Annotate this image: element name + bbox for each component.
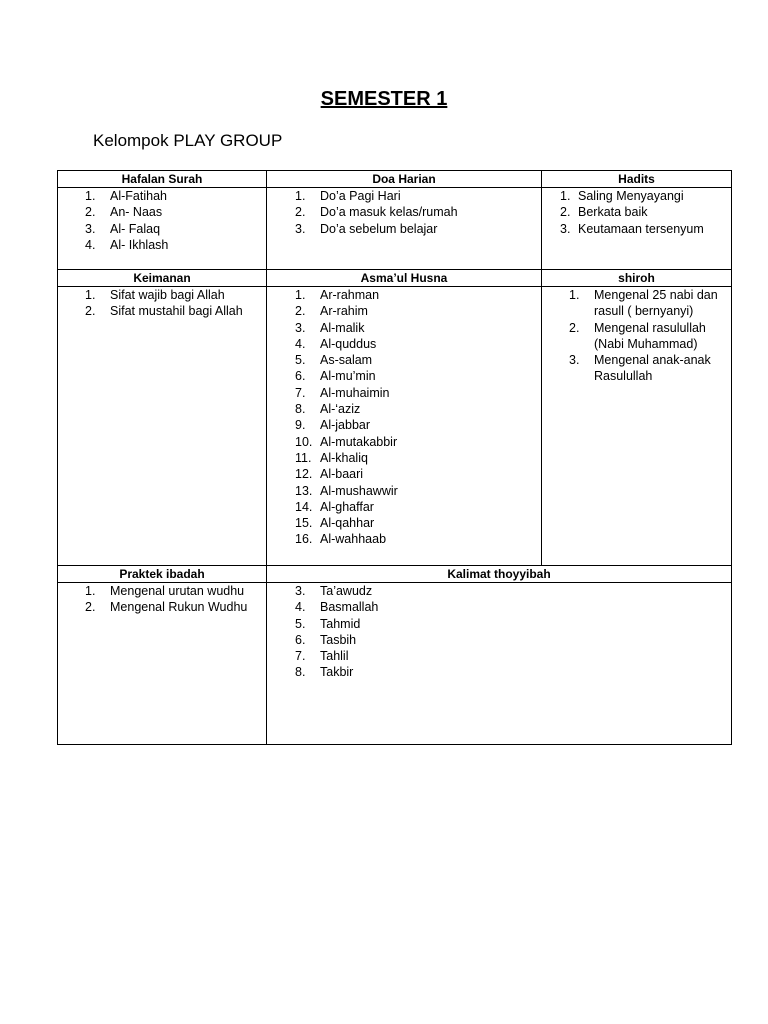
item-text: Mengenal anak-anak Rasulullah [594,353,711,384]
list-item [295,401,541,417]
item-number: 3. [85,221,96,236]
cell-header: Hafalan Surah [58,171,266,188]
item-text: Mengenal 25 nabi dan rasull ( bernyanyi) [594,288,718,319]
list-item [295,531,541,547]
cell-hafalan-surah [57,170,267,270]
list-item [295,583,731,599]
item-text: Al-ghaffar [320,499,374,514]
cell-hadits [541,170,732,270]
item-number: 2. [85,205,96,220]
list-item [569,320,719,353]
list-item [85,287,266,303]
cell-header: Kalimat thoyyibah [267,566,731,583]
item-text: Mengenal urutan wudhu [110,584,245,598]
item-number: 2. [569,320,580,335]
item-text: Al-qahhar [320,516,375,531]
list-item [295,385,541,401]
item-number: 7. [295,385,306,400]
item-text: Al-khaliq [320,450,368,465]
item-list [295,583,731,681]
item-list [295,188,541,237]
curriculum-table [57,170,732,745]
cell-asmaul-husna [266,269,542,566]
cell-doa-harian [266,170,542,270]
list-item [295,188,541,204]
item-number: 16. [295,532,313,547]
list-item [295,368,541,384]
list-item [295,320,541,336]
list-item [295,466,541,482]
item-list [295,287,541,548]
item-number: 6. [295,369,306,384]
item-number: 3. [569,353,580,368]
item-number: 1. [560,189,571,203]
item-list [85,583,266,616]
item-list [569,287,719,385]
cell-header: Praktek ibadah [58,566,266,583]
item-text: Ta’awudz [320,584,373,598]
item-text: Saling Menyayangi [578,189,684,203]
item-number: 8. [295,402,306,417]
item-number: 10. [295,434,313,449]
list-item [295,336,541,352]
item-number: 1. [85,584,96,598]
item-list [85,287,266,320]
cell-kalimat-thoyyibah [266,565,732,745]
item-text: Do’a sebelum belajar [320,221,438,236]
item-number: 14. [295,499,313,514]
item-text: Sifat wajib bagi Allah [110,288,225,302]
page-title: SEMESTER 1 [320,88,448,110]
item-text: Al-mushawwir [320,483,398,498]
item-number: 5. [295,616,306,631]
list-item [295,352,541,368]
item-number: 2. [85,304,96,319]
list-item [295,515,541,531]
cell-header: shiroh [542,270,731,287]
list-item [569,352,719,385]
item-number: 2. [295,205,306,220]
item-number: 4. [85,237,96,252]
item-number: 1. [295,288,306,302]
list-item [85,188,266,204]
cell-praktek-ibadah [57,565,267,745]
list-item [295,648,731,664]
item-text: Do’a masuk kelas/rumah [320,205,458,220]
list-item [85,221,266,237]
list-item [560,221,731,237]
list-item [295,499,541,515]
item-number: 1. [85,189,96,203]
item-number: 3. [560,221,571,236]
item-text: Basmallah [320,600,379,615]
item-number: 6. [295,632,306,647]
item-text: Do’a Pagi Hari [320,189,401,203]
item-number: 9. [295,418,306,433]
item-text: Berkata baik [578,205,648,220]
item-text: Al-baari [320,467,364,482]
item-number: 2. [560,205,571,220]
item-text: As-salam [320,353,373,368]
item-number: 11. [295,450,312,465]
list-item [569,287,719,320]
list-item [295,221,541,237]
item-number: 1. [85,288,96,302]
list-item [85,583,266,599]
list-item [295,287,541,303]
list-item [295,632,731,648]
item-number: 7. [295,649,306,664]
item-number: 3. [295,221,306,236]
item-text: Sifat mustahil bagi Allah [110,304,243,319]
item-text: Al-‘aziz [320,402,361,417]
list-item [85,599,266,615]
item-number: 5. [295,353,306,368]
group-title: Kelompok PLAY GROUP [93,131,283,150]
list-item [85,303,266,319]
item-text: Al-mu’min [320,369,376,384]
item-number: 4. [295,600,306,615]
item-number: 8. [295,665,306,680]
list-item [295,417,541,433]
cell-shiroh [541,269,732,566]
item-number: 1. [569,288,580,302]
item-number: 3. [295,584,306,598]
item-text: Tahlil [320,649,349,664]
item-text: Takbir [320,665,354,680]
item-number: 2. [85,600,96,615]
cell-keimanan [57,269,267,566]
item-text: Keutamaan tersenyum [578,221,704,236]
item-text: Al-mutakabbir [320,434,398,449]
item-list [85,188,266,253]
list-item [295,434,541,450]
list-item [560,204,731,220]
list-item [295,664,731,680]
list-item [85,237,266,253]
item-text: Al-muhaimin [320,385,390,400]
cell-header: Keimanan [58,270,266,287]
item-text: Mengenal Rukun Wudhu [110,600,248,615]
item-number: 13. [295,483,313,498]
item-text: Al-wahhaab [320,532,387,547]
item-text: An- Naas [110,205,163,220]
cell-header: Asma’ul Husna [267,270,541,287]
item-text: Al-jabbar [320,418,371,433]
item-text: Al- Falaq [110,221,161,236]
item-text: Tahmid [320,616,361,631]
item-number: 3. [295,320,306,335]
item-text: Ar-rahim [320,304,368,319]
list-item [295,303,541,319]
list-item [295,450,541,466]
item-text: Ar-rahman [320,288,380,302]
item-list [560,188,731,237]
item-text: Mengenal rasulullah (Nabi Muhammad) [594,320,706,351]
item-number: 12. [295,467,313,482]
item-text: Al-malik [320,320,365,335]
item-text: Al- Ikhlash [110,237,169,252]
list-item [295,616,731,632]
list-item [295,599,731,615]
item-number: 2. [295,304,306,319]
item-number: 4. [295,336,306,351]
item-text: Al-Fatihah [110,189,167,203]
list-item [85,204,266,220]
item-text: Tasbih [320,632,357,647]
item-number: 15. [295,516,313,531]
cell-header: Hadits [542,171,731,188]
list-item [560,188,731,204]
cell-header: Doa Harian [267,171,541,188]
item-number: 1. [295,189,306,203]
list-item [295,204,541,220]
item-text: Al-quddus [320,336,377,351]
list-item [295,483,541,499]
